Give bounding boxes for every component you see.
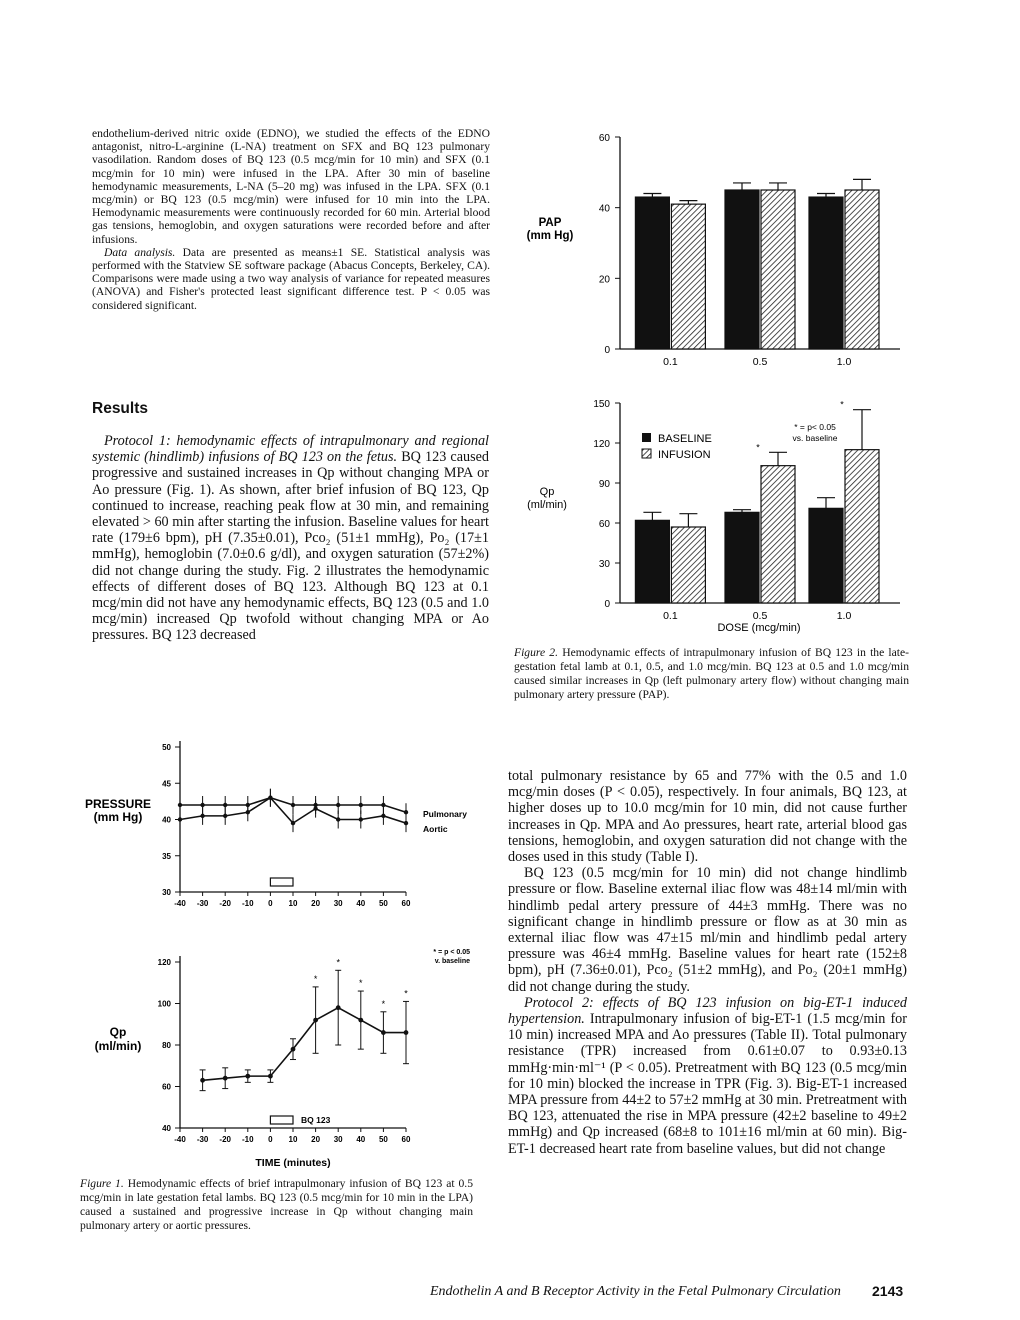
data-point <box>404 810 408 814</box>
figure2-caption-text: Hemodynamic effects of intrapulmonary infusion of BQ 123 in the late-gestation fetal lamb at 0.1, 0.5, and 1.0 mcg/min. BQ 123 at 0.5 and 1.0 mcg/min caused similar increases in Qp (left pulmonary artery flow) without changing main pulmonary artery pressure (PAP). <box>514 646 910 701</box>
protocol2-text: Intrapulmonary infusion of big-ET-1 (1.5 mcg/min for 10 min) increased MPA and Ao pressures (Table II). Total pulmonary resistance (TPR) increased from 0.61±0.07 to 0.93±0.13 mmHg·min·ml⁻¹ (P < 0.05). Pretreatment with BQ 123 (0.5 mcg/min for 10 min) blocked the increase in TPR (Fig. 3). Big-ET-1 increased MPA pressure from 44±2 to 57±2 mmHg at 30 min. Pretreatment with BQ 123, attenuated the rise in MPA pressure (42±2 baseline to 49±2 mmHg) and Qp increased (68±8 to 101±16 ml/min at 60 min). Big-ET-1 decreased heart rate from baseline values, but did not change <box>508 1011 907 1157</box>
y-tick-label: 150 <box>593 399 610 410</box>
bar-baseline-1.0 <box>809 197 843 349</box>
y-axis-label-line1: PRESSURE <box>84 797 152 811</box>
x-tick-label: 20 <box>311 1135 321 1144</box>
x-tick-label: -40 <box>174 1135 186 1144</box>
data-point <box>358 1018 363 1023</box>
figure1-caption-label: Figure 1. <box>80 1177 124 1190</box>
x-tick-label: 30 <box>333 899 343 908</box>
infusion-bar <box>270 1116 293 1124</box>
data-point <box>313 1018 318 1023</box>
y-axis-label-line2: (mm Hg) <box>93 810 143 824</box>
y-tick-label: 120 <box>593 439 610 450</box>
x-tick-label: 0.5 <box>752 356 768 368</box>
data-point <box>246 810 250 814</box>
data-analysis-label: Data analysis. <box>104 245 176 259</box>
x-tick-label: 40 <box>356 899 366 908</box>
x-tick-label: 50 <box>378 899 388 908</box>
significance-asterisk: * <box>313 973 318 984</box>
data-analysis-text: Data are presented as means±1 SE. Statistical analysis was performed with the Statview SE software package (Abacus Concepts, Berkeley, CA). Comparisons were made using a two way analysis of variance for repeated measures (ANOVA) and Fisher's protected least significant difference test. P < 0.05 was considered significant. <box>92 245 490 312</box>
x-tick-label: 50 <box>378 1135 388 1144</box>
data-point <box>200 803 204 807</box>
bar-infusion-0.1 <box>671 204 705 349</box>
figure2-qp-chart <box>515 385 915 635</box>
right-paragraph-1: total pulmonary resistance by 65 and 77% with the 0.5 and 1.0 mcg/min doses (P < 0.05), respectively. In four animals, BQ 123, at higher doses up to 10.0 mcg/min for 10 min, did not cause further increases in Qp. MPA and Ao pressures, heart rate, arterial blood gas tensions, hemoglobin, and oxygen saturation did not change with the doses used in this study (Table I). <box>508 768 907 866</box>
protocol2-paragraph <box>508 995 907 1157</box>
y-tick-label: 45 <box>162 779 171 789</box>
x-tick-label: -30 <box>196 899 209 908</box>
x-tick-label: 30 <box>333 1135 343 1144</box>
figure2-caption <box>514 646 909 702</box>
bar-baseline-0.1 <box>635 197 669 349</box>
data-point <box>200 1078 205 1083</box>
data-point <box>336 803 340 807</box>
y-tick-label: 0 <box>604 599 610 610</box>
y-tick-label: 30 <box>162 888 171 897</box>
y-tick-label: 60 <box>598 133 610 144</box>
bar-baseline-1.0 <box>809 508 843 603</box>
right-paragraph-2: BQ 123 (0.5 mcg/min for 10 min) did not change hindlimb pressure or flow. Baseline external iliac flow was 48±14 ml/min with hindlimb pedal artery pressure of 44±3 mmHg. There was no significant change in hindlimb pressure or flow as at 30 min as external iliac flow was 47±15 ml/min and hindlimb pedal artery pressure was 46±4 mmHg. Baseline values for heart rate (152±8 bpm), pH (7.36±0.01), Pco₂ (51±2 mmHg), and Po₂ (20±1 mmHg) did not change during the study. <box>508 865 907 995</box>
protocol2-heading: Protocol 2: effects of BQ 123 infusion on big-ET-1 induced hypertension. <box>508 994 907 1028</box>
y-axis-label-line1: Qp <box>539 486 555 498</box>
legend-baseline-label: BASELINE <box>658 433 712 445</box>
data-point <box>268 796 272 800</box>
infusion-bar-label: BQ 123 <box>301 1115 331 1125</box>
significance-asterisk: * <box>404 988 408 999</box>
x-tick-label: 10 <box>288 899 298 908</box>
x-tick-label: -20 <box>219 899 231 908</box>
y-tick-label: 50 <box>162 743 171 752</box>
y-axis-label-line1: PAP <box>538 217 562 229</box>
data-analysis-paragraph <box>92 246 490 312</box>
y-axis-label-line2: (ml/min) <box>94 1039 142 1053</box>
y-tick-label: 60 <box>162 1082 171 1092</box>
legend-aortic: Aortic <box>423 824 448 834</box>
data-point <box>223 1076 228 1081</box>
y-tick-label: 90 <box>598 479 610 490</box>
bar-baseline-0.5 <box>725 512 759 603</box>
x-tick-label: 0 <box>268 1135 273 1144</box>
y-tick-label: 30 <box>598 559 610 570</box>
x-tick-label: 60 <box>401 1135 411 1144</box>
x-tick-label: 0.5 <box>752 610 768 622</box>
data-point <box>359 817 363 821</box>
methods-paragraph: endothelium-derived nitric oxide (EDNO), we studied the effects of the EDNO antagonist, nitro-L-arginine (L-NA) treatment on SFX and BQ 123 pulmonary vasodilation. Random doses of BQ 123 (0.5 mcg/min for 10 min) and SFX (0.1 mcg/min for 10 min) were infused in the LPA. After 30 min of baseline hemodynamic measurements, L-NA (5–20 mg) was infused in the LPA. SFX (0.1 mcg/min) or BQ 123 (0.5 mcg/min) were infused for 10 min into the LPA. Hemodynamic measurements were continuously recorded for 60 min. Arterial blood gas tensions, hemoglobin, and oxygen saturations were recorded before and after infusions. <box>92 127 490 246</box>
x-tick-label: 0.1 <box>663 610 678 622</box>
x-tick-label: 20 <box>311 899 321 908</box>
x-tick-label: 1.0 <box>836 356 852 368</box>
legend-infusion-label: INFUSION <box>658 449 711 461</box>
legend-infusion-swatch <box>642 449 651 458</box>
significance-asterisk: * <box>381 998 386 1009</box>
significance-note-line1: * = p< 0.05 <box>794 422 836 432</box>
data-point <box>404 1030 409 1035</box>
x-tick-label: -30 <box>196 1135 209 1144</box>
y-axis-label-line2: (ml/min) <box>527 499 567 511</box>
infusion-bar <box>270 878 293 886</box>
x-tick-label: 1.0 <box>836 610 852 622</box>
figure2-caption-label: Figure 2. <box>514 646 559 659</box>
data-point <box>291 821 295 825</box>
data-point <box>178 817 182 821</box>
x-tick-label: -20 <box>219 1135 231 1144</box>
y-tick-label: 40 <box>162 1124 171 1133</box>
bar-infusion-1.0 <box>845 450 879 603</box>
figure1-caption-text: Hemodynamic effects of brief intrapulmonary infusion of BQ 123 at 0.5 mcg/min in late gestation fetal lambs. BQ 123 (0.5 mcg/min for 10 min in the LPA) caused a sustained and progressive increase in Qp without changing main pulmonary artery or aortic pressures. <box>80 1177 474 1232</box>
x-tick-label: -40 <box>174 899 186 908</box>
bar-baseline-0.5 <box>725 190 759 349</box>
running-footer: Endothelin A and B Receptor Activity in the Fetal Pulmonary Circulation <box>430 1284 841 1299</box>
data-point <box>223 803 227 807</box>
y-tick-label: 120 <box>157 958 171 967</box>
bar-infusion-0.1 <box>671 527 705 603</box>
data-point <box>404 821 408 825</box>
y-tick-label: 100 <box>157 999 171 1009</box>
significance-asterisk: * <box>756 442 760 453</box>
data-point <box>381 803 385 807</box>
protocol1-heading: Protocol 1: hemodynamic effects of intrapulmonary and regional systemic (hindlimb) infusions of BQ 123 on the fetus. <box>92 433 489 466</box>
significance-note-line2: vs. baseline <box>792 433 838 443</box>
data-point <box>336 817 340 821</box>
x-tick-label: 10 <box>288 1135 298 1144</box>
y-axis-label-line2: (mm Hg) <box>526 230 574 242</box>
y-tick-label: 0 <box>604 345 610 356</box>
data-point <box>359 803 363 807</box>
x-tick-label: 0.1 <box>663 356 678 368</box>
data-point <box>178 803 182 807</box>
figure2-pap-chart <box>515 125 915 368</box>
figure1-caption <box>80 1177 473 1233</box>
data-point <box>336 1005 341 1010</box>
results-heading: Results <box>92 400 148 417</box>
legend-baseline-swatch <box>642 433 651 442</box>
qp-series-line <box>203 1008 406 1081</box>
legend-pulmonary: Pulmonary <box>423 809 467 819</box>
x-tick-label: 0 <box>268 899 273 908</box>
data-point <box>381 814 385 818</box>
data-point <box>313 806 317 810</box>
significance-asterisk: * <box>840 399 844 410</box>
data-point <box>200 814 204 818</box>
x-tick-label: -10 <box>242 899 254 908</box>
protocol1-text: BQ 123 caused progressive and sustained increases in Qp without changing MPA or Ao pressure (Fig. 1). As shown, after brief infusion of BQ 123, Qp continued to increase, reaching peak flow at 30 min, and remaining elevated > 60 min after starting the infusion. Baseline values for heart rate (179±6 bpm), pH (7.35±0.01), Pco₂ (51±1 mmHg), Po₂ (17±1 mmHg), hemoglobin (7.0±0.6 g/dl), and oxygen saturation (57±2%) did not change during the study. Fig. 2 illustrates the hemodynamic effects of different doses of BQ 123. Although BQ 123 at 0.1 mcg/min did not have any hemodynamic effects, BQ 123 (0.5 and 1.0 mcg/min) increased Qp twofold without changing MPA or Ao pressures. BQ 123 decreased <box>92 449 490 644</box>
data-point <box>291 1047 296 1052</box>
significance-asterisk: * <box>359 978 363 989</box>
data-point <box>223 814 227 818</box>
data-point <box>381 1030 386 1035</box>
x-axis-label: DOSE (mcg/min) <box>717 622 801 634</box>
methods-section <box>92 127 490 312</box>
results-section <box>92 433 489 644</box>
data-point <box>268 1074 273 1079</box>
x-tick-label: 40 <box>356 1135 366 1144</box>
bar-infusion-1.0 <box>845 190 879 349</box>
right-column-text <box>508 768 907 1157</box>
bar-infusion-0.5 <box>761 190 795 349</box>
bar-infusion-0.5 <box>761 466 795 603</box>
x-tick-label: 60 <box>401 899 411 908</box>
x-axis-label: TIME (minutes) <box>255 1157 331 1169</box>
significance-asterisk: * <box>336 957 340 968</box>
y-tick-label: 40 <box>162 815 171 825</box>
figure1-pressure-chart <box>70 735 490 915</box>
significance-note-line1: * = p < 0.05 <box>433 949 470 956</box>
protocol1-paragraph <box>92 433 489 644</box>
y-tick-label: 80 <box>162 1041 171 1050</box>
y-tick-label: 35 <box>162 851 171 861</box>
y-tick-label: 60 <box>598 519 610 530</box>
figure1-qp-chart <box>70 940 490 1170</box>
data-point <box>245 1074 250 1079</box>
x-tick-label: -10 <box>242 1135 254 1144</box>
significance-note-line2: v. baseline <box>434 958 470 965</box>
bar-baseline-0.1 <box>635 520 669 603</box>
y-tick-label: 40 <box>598 203 610 215</box>
page-number: 2143 <box>872 1283 904 1299</box>
data-point <box>291 803 295 807</box>
y-axis-label-line1: Qp <box>109 1025 127 1039</box>
y-tick-label: 20 <box>598 274 610 286</box>
